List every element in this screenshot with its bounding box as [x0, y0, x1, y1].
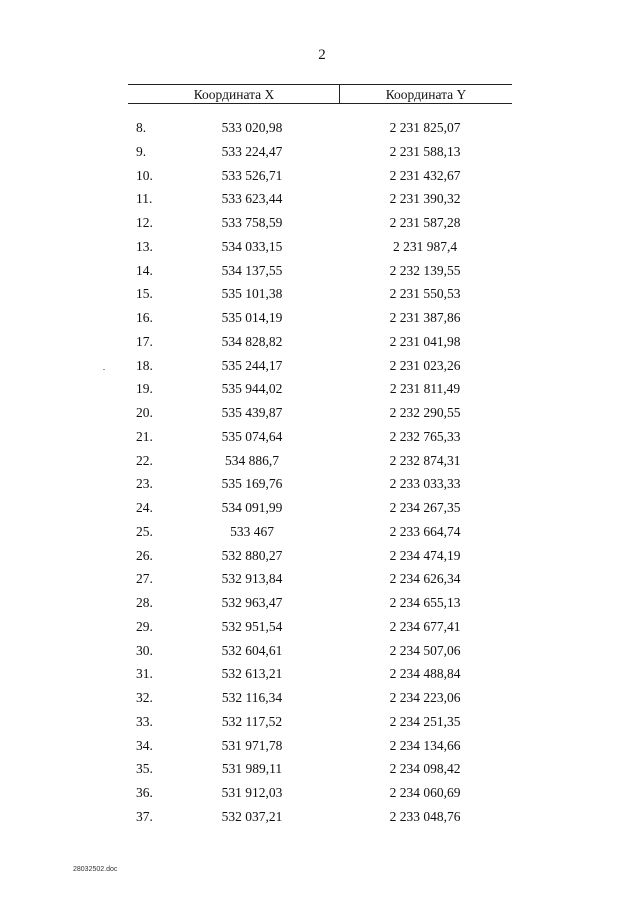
table-row — [0, 666, 640, 690]
coordinate-y-value: 2 232 874,31 — [389, 452, 461, 468]
header-coordinate-x: Координата X — [193, 87, 275, 102]
table-row — [0, 381, 640, 405]
row-number: 36. — [136, 785, 153, 800]
coordinate-y-value: 2 231 432,67 — [389, 167, 461, 183]
table-row — [0, 334, 640, 358]
coordinate-y-value: 2 231 588,13 — [389, 143, 461, 159]
table-header — [128, 84, 512, 104]
coordinate-x-value: 533 224,47 — [221, 143, 283, 159]
table-row — [0, 476, 640, 500]
table-row — [0, 429, 640, 453]
coordinate-x-value: 531 989,11 — [221, 761, 283, 777]
row-number: 18. — [136, 357, 153, 373]
coordinate-x-value: 532 604,61 — [221, 642, 283, 658]
table-row — [0, 738, 640, 762]
coordinate-y-value: 2 231 811,49 — [389, 381, 461, 397]
coordinates-table — [0, 120, 640, 833]
coordinate-x-value: 532 116,34 — [221, 690, 283, 705]
row-number: 30. — [136, 642, 153, 658]
row-number: 25. — [136, 523, 153, 539]
coordinate-x-value: 532 117,52 — [221, 713, 283, 729]
table-row — [0, 453, 640, 477]
file-name-footer: 28032502.doc — [73, 866, 118, 873]
coordinate-y-value: 2 234 474,19 — [389, 547, 461, 563]
row-number: 10. — [136, 167, 153, 183]
row-number: 15. — [136, 286, 153, 302]
coordinate-x-value: 535 169,76 — [221, 476, 283, 492]
coordinate-x-value: 535 439,87 — [221, 405, 283, 420]
row-number: 21. — [136, 428, 153, 444]
coordinate-x-value: 532 951,54 — [221, 618, 283, 634]
row-number: 17. — [136, 333, 153, 349]
row-number: 31. — [136, 666, 153, 682]
table-row — [0, 286, 640, 310]
coordinate-x-value: 534 033,15 — [221, 238, 283, 254]
coordinate-y-value: 2 231 023,26 — [389, 357, 461, 373]
coordinate-x-value: 532 613,21 — [221, 666, 283, 682]
row-number: 35. — [136, 761, 153, 777]
table-row — [0, 191, 640, 215]
coordinate-y-value: 2 234 134,66 — [389, 737, 461, 753]
page-number: 2 — [318, 47, 326, 63]
coordinate-x-value: 532 880,27 — [221, 547, 283, 563]
coordinate-x-value: 533 623,44 — [221, 191, 283, 207]
table-row — [0, 524, 640, 548]
table-row — [0, 239, 640, 263]
coordinate-x-value: 534 137,55 — [221, 262, 283, 278]
row-number: 28. — [136, 595, 153, 610]
coordinate-y-value: 2 233 048,76 — [389, 808, 461, 824]
coordinate-x-value: 535 944,02 — [221, 381, 283, 397]
coordinate-x-value: 533 467 — [230, 523, 274, 539]
row-number: 27. — [136, 571, 153, 587]
coordinate-y-value: 2 231 041,98 — [389, 333, 461, 349]
row-number: 16. — [136, 310, 153, 325]
row-number: 26. — [136, 547, 153, 563]
coordinate-y-value: 2 231 550,53 — [389, 286, 461, 302]
row-number: 33. — [136, 713, 153, 729]
table-row — [0, 619, 640, 643]
coordinate-y-value: 2 234 098,42 — [389, 761, 461, 777]
row-number: 24. — [136, 500, 153, 515]
table-row — [0, 595, 640, 619]
coordinate-x-value: 535 074,64 — [221, 428, 283, 444]
row-number: 23. — [136, 476, 153, 492]
row-number: 13. — [136, 238, 153, 254]
table-row — [0, 809, 640, 833]
coordinate-y-value: 2 233 033,33 — [389, 476, 461, 492]
header-coordinate-y: Координата Y — [385, 87, 467, 102]
table-row — [0, 120, 640, 144]
coordinate-x-value: 533 020,98 — [221, 120, 283, 135]
coordinate-x-value: 531 971,78 — [221, 737, 283, 753]
row-number: 37. — [136, 808, 153, 824]
coordinate-x-value: 534 828,82 — [221, 333, 283, 349]
table-row — [0, 571, 640, 595]
coordinate-y-value: 2 234 655,13 — [389, 595, 461, 610]
coordinate-y-value: 2 234 626,34 — [389, 571, 461, 587]
table-row — [0, 714, 640, 738]
coordinate-y-value: 2 232 290,55 — [389, 405, 461, 420]
row-number: 19. — [136, 381, 153, 397]
coordinate-x-value: 532 963,47 — [221, 595, 283, 610]
row-number: 34. — [136, 737, 153, 753]
row-number: 12. — [136, 215, 153, 230]
coordinate-y-value: 2 234 060,69 — [389, 785, 461, 800]
coordinate-y-value: 2 233 664,74 — [389, 523, 461, 539]
table-row — [0, 358, 640, 382]
table-row — [0, 548, 640, 572]
coordinate-x-value: 534 886,7 — [225, 452, 279, 468]
table-row — [0, 690, 640, 714]
coordinate-x-value: 535 014,19 — [221, 310, 283, 325]
table-row — [0, 310, 640, 334]
coordinate-x-value: 532 913,84 — [221, 571, 283, 587]
coordinate-y-value: 2 234 223,06 — [389, 690, 461, 705]
row-number: 8. — [136, 120, 147, 135]
table-row — [0, 263, 640, 287]
coordinate-x-value: 535 101,38 — [221, 286, 283, 302]
coordinate-y-value: 2 234 507,06 — [389, 642, 461, 658]
row-number: 11. — [136, 191, 153, 207]
table-row — [0, 405, 640, 429]
coordinate-y-value: 2 232 765,33 — [389, 428, 461, 444]
coordinate-x-value: 535 244,17 — [221, 357, 283, 373]
table-row — [0, 168, 640, 192]
coordinate-x-value: 534 091,99 — [221, 500, 283, 515]
row-number: 9. — [136, 143, 147, 159]
table-row — [0, 761, 640, 785]
coordinate-y-value: 2 231 587,28 — [389, 215, 461, 230]
coordinate-y-value: 2 232 139,55 — [389, 262, 461, 278]
coordinate-x-value: 532 037,21 — [221, 808, 283, 824]
coordinate-y-value: 2 231 987,4 — [392, 238, 458, 254]
coordinate-y-value: 2 234 488,84 — [389, 666, 461, 682]
coordinate-y-value: 2 234 251,35 — [389, 713, 461, 729]
row-number: 32. — [136, 690, 153, 705]
coordinate-x-value: 531 912,03 — [221, 785, 283, 800]
row-number: 22. — [136, 452, 153, 468]
table-row — [0, 215, 640, 239]
coordinate-y-value: 2 234 267,35 — [389, 500, 461, 515]
table-row — [0, 500, 640, 524]
coordinate-y-value: 2 234 677,41 — [389, 618, 461, 634]
row-number: 20. — [136, 405, 153, 420]
coordinate-x-value: 533 758,59 — [221, 215, 283, 230]
coordinate-x-value: 533 526,71 — [221, 167, 283, 183]
table-row — [0, 144, 640, 168]
row-number: 14. — [136, 262, 153, 278]
coordinate-y-value: 2 231 825,07 — [389, 120, 461, 135]
coordinate-y-value: 2 231 390,32 — [389, 191, 461, 207]
coordinate-y-value: 2 231 387,86 — [389, 310, 461, 325]
table-row — [0, 785, 640, 809]
row-number: 29. — [136, 618, 153, 634]
table-row — [0, 643, 640, 667]
